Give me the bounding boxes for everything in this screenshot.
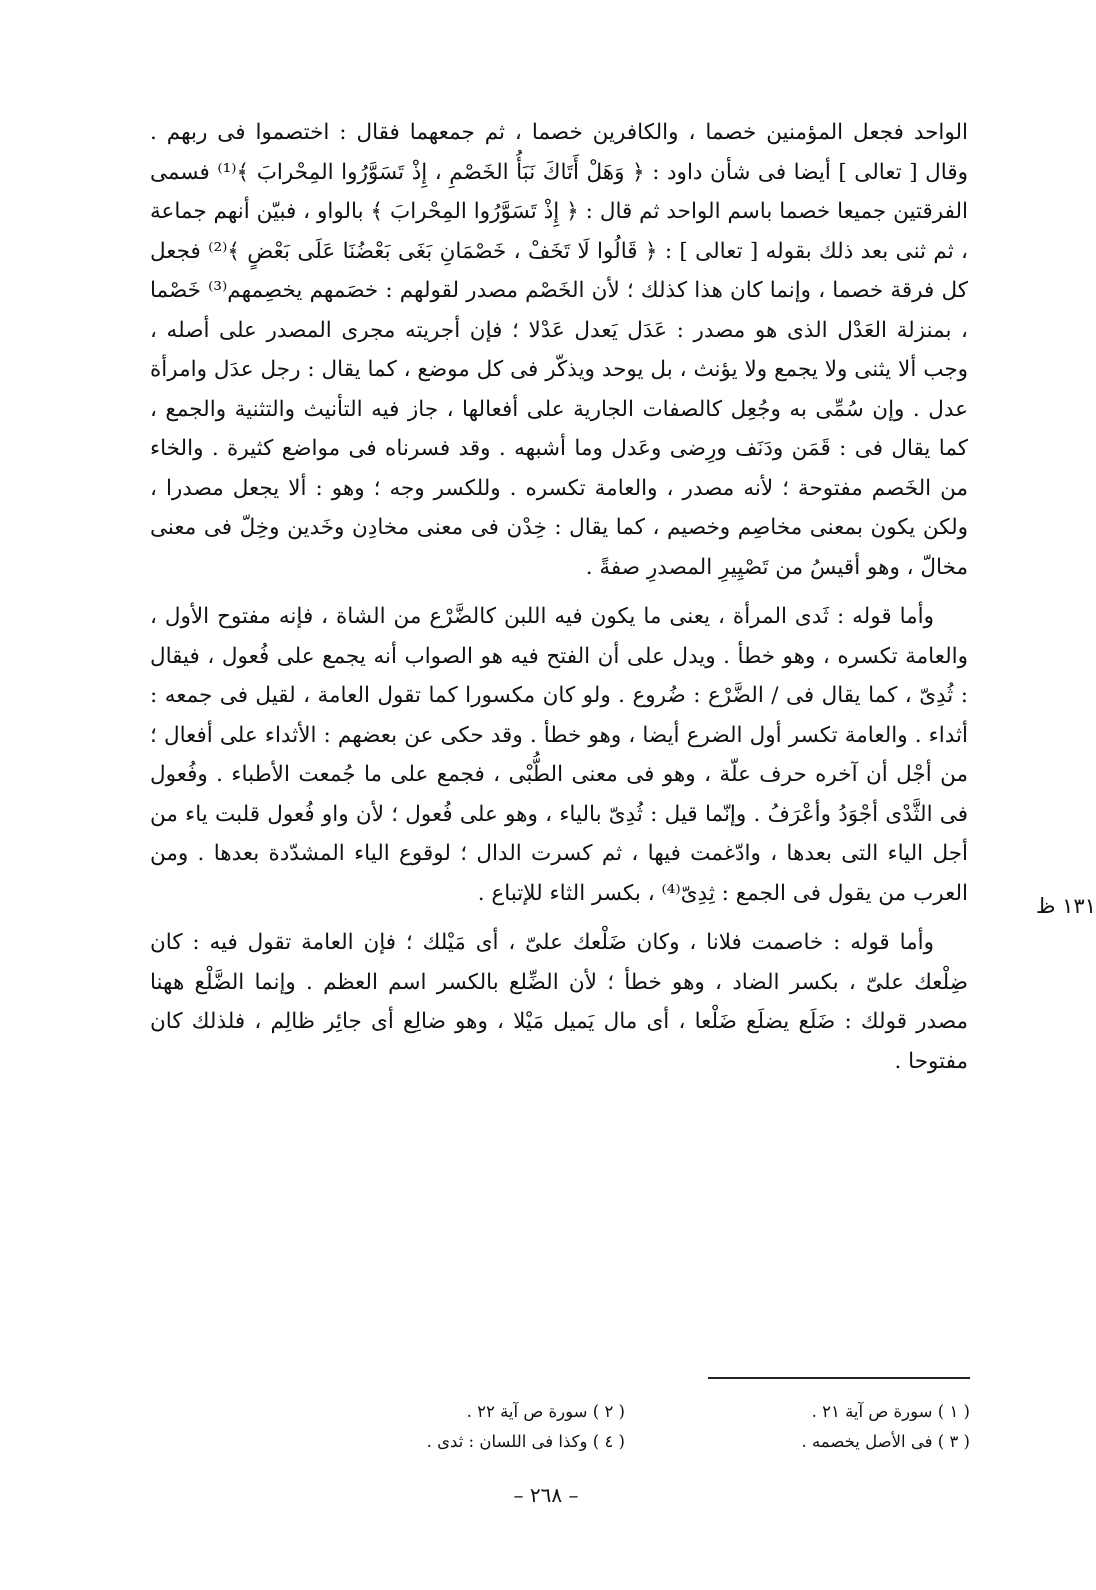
paragraph-1: الواحد فجعل المؤمنين خصما ، والكافرين خصما ، ثم جمعهما فقال : اختصموا فى ربهم . وقال [ تعالى ] أيضا فى شأن داود : ﴿ وَهَلْ أَتَاكَ نَبَأُ الخَصْمِ ، إِذْ تَسَوَّرُوا المِحْرابَ ﴾⁽¹⁾ فسمى الفرقتين جميعا خصما باسم الواحد ثم قال : ﴿ إِذْ تَسَوَّرُوا المِحْرابَ ﴾ بالواو ، فبيّن أنهم جماعة ، ثم ثنى بعد ذلك بقوله [ تعالى ] : ﴿ قَالُوا لَا تَخَفْ ، خَصْمَانِ بَغَى بَعْضُنَا عَلَى بَعْضٍ ﴾⁽²⁾ فجعل كل فرقة خصما ، وإنما كان هذا كذلك ؛ لأن الخَصْم مصدر لقولهم : خصَمهم يخصِمهم⁽³⁾ خَصْما ، بمنزلة العَدْل الذى هو مصدر : عَدَل يَعدل عَدْلا ؛ فإن أجريته مجرى المصدر على أصله ، وجب ألا يثنى ولا يجمع ولا يؤنث ، بل يوحد ويذكّر فى كل موضع ، كما يقال : رجل عدَل وامرأة عدل . وإن سُمِّى به وجُعِل كالصفات الجارية على أفعالها ، جاز فيه التأنيث والتثنية والجمع ، كما يقال فى : قَمَن ودَنَف ورِضى وعَدل وما أشبهه . وقد فسرناه فى مواضع كثيرة . والخاء من الخَصم مفتوحة ؛ لأنه مصدر ، والعامة تكسره . وللكسر وجه ؛ وهو : ألا يجعل مصدرا ، ولكن يكون بمعنى مخاصِم وخصيم ، كما يقال : خِدْن فى معنى مخادِن وخَدين وخِلّ فى معنى مخالّ ، وهو أقيسُ من تَصْيِيرِ المصدرِ صفةً . bbox=[150, 120, 968, 580]
manuscript-folio-note: ١٣١ ظ bbox=[1036, 894, 1096, 918]
footnotes bbox=[280, 1397, 970, 1457]
footnote-4: ( ٤ ) وكذا فى اللسان : ثدى . bbox=[426, 1432, 625, 1451]
paragraph-3: وأما قوله : خاصمت فلانا ، وكان ضَلْعك علىّ ، أى مَيْلك ؛ فإن العامة تقول فيه : كان ضِلْعك علىّ ، بكسر الضاد ، وهو خطأ ؛ لأن الضِّلع بالكسر اسم العظم . وإنما الضَّلْع ههنا مصدر قولك : ضَلَع يضلَع ضَلْعا ، أى مال يَميل مَيْلا ، وهو ضالِع أى جائِر ظالِم ، فلذلك كان مفتوحا . bbox=[150, 930, 968, 1074]
footnote-row bbox=[280, 1427, 970, 1457]
paragraph-2: وأما قوله : ثَدى المرأة ، يعنى ما يكون فيه اللبن كالضَّرْع من الشاة ، فإنه مفتوح الأول ، والعامة تكسره ، وهو خطأ . ويدل على أن الفتح فيه هو الصواب أنه يجمع على فُعول ، فيقال : ثُدِىّ ، كما يقال فى / الضَّرْع : ضُروع . ولو كان مكسورا كما تقول العامة ، لقيل فى جمعه : أثداء . والعامة تكسر أول الضرع أيضا ، وهو خطأ . وقد حكى عن بعضهم : الأثداء على أفعال ؛ من أجْل أن آخره حرف علّة ، وهو فى معنى الطُّبْى ، فجمع على ما جُمعت الأطباء . وفُعول فى الثَّدْى أجْوَدُ وأعْرَفُ . وإنّما قيل : ثُدِىّ بالياء ، وهو على فُعول ؛ لأن واو فُعول قلبت ياء من أجل الياء التى بعدها ، وادّغمت فيها ، ثم كسرت الدال ؛ لوقوع الياء المشدّدة بعدها . ومن العرب من يقول فى الجمع : ثِدِىّ⁽⁴⁾ ، بكسر الثاء للإتباع . bbox=[150, 604, 968, 906]
page-number: – ٢٦٨ – bbox=[513, 1483, 579, 1507]
footnote-row bbox=[280, 1397, 970, 1427]
body-text bbox=[150, 113, 968, 1081]
footnote-2: ( ٢ ) سورة ص آية ٢٢ . bbox=[466, 1402, 625, 1421]
footnote-1: ( ١ ) سورة ص آية ٢١ . bbox=[811, 1402, 970, 1421]
footnote-divider bbox=[708, 1377, 970, 1379]
footnote-3: ( ٣ ) فى الأصل يخصمه . bbox=[801, 1432, 970, 1451]
